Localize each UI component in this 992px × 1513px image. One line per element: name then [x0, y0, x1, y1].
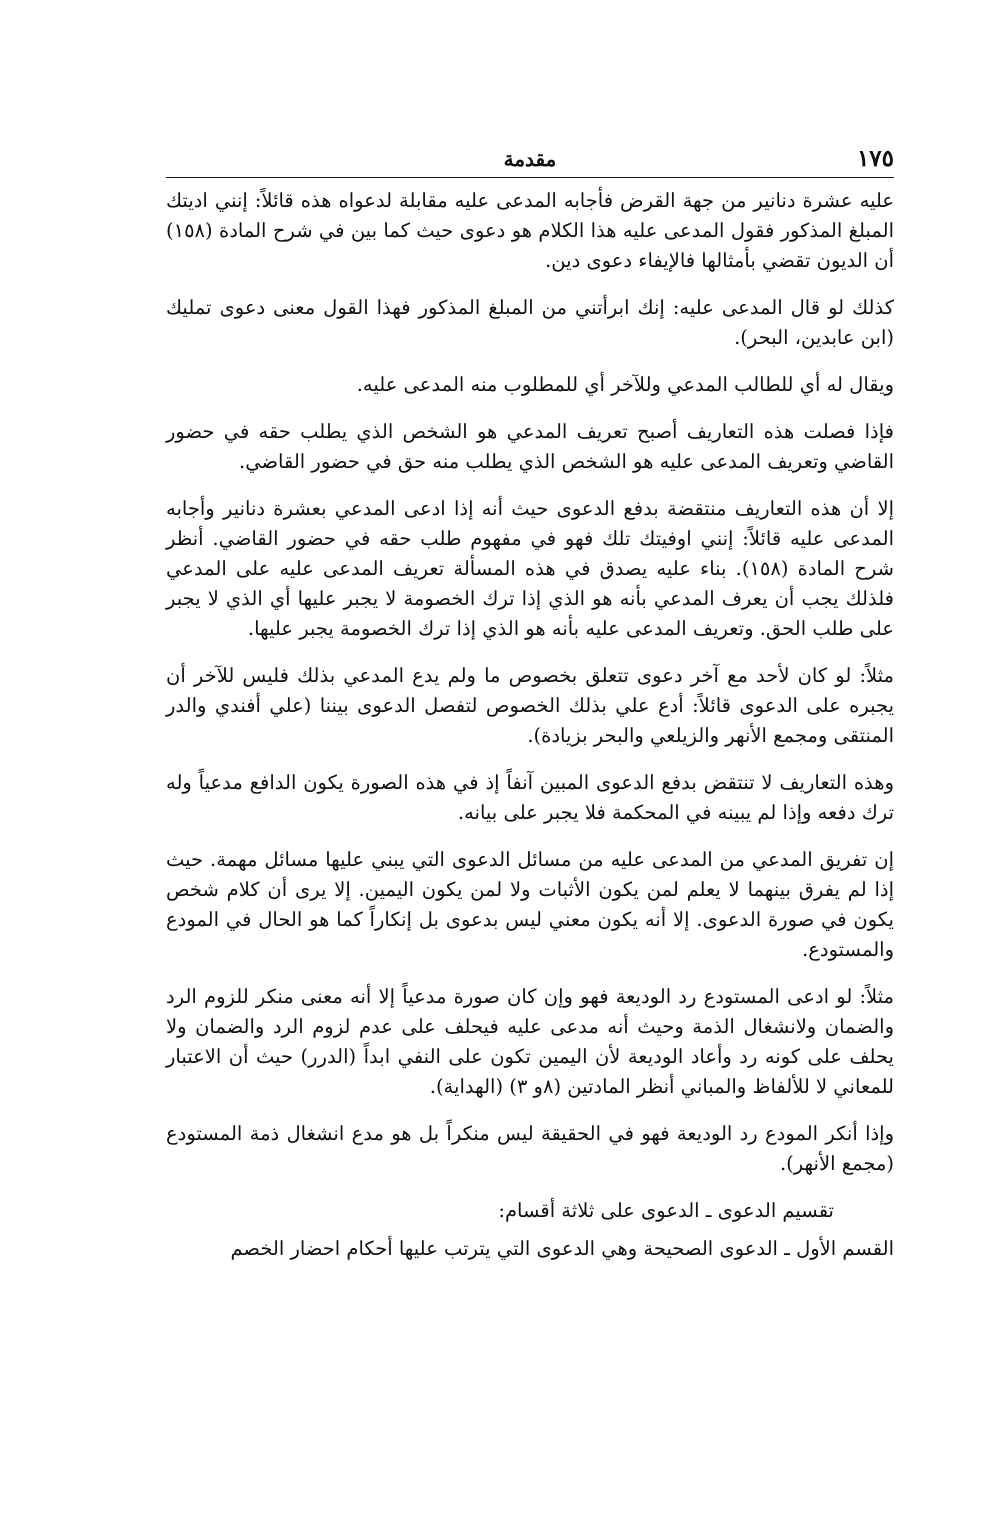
- running-title: مقدمة: [503, 147, 557, 171]
- paragraph: كذلك لو قال المدعى عليه: إنك ابرأتني من المبلغ المذكور فهذا القول معنى دعوى تمليك (ابن عابدين، البحر).: [166, 296, 894, 349]
- paragraph: وهذه التعاريف لا تنتقض بدفع الدعوى المبين آنفاً إذ في هذه الصورة يكون الدافع مدعياً وله ترك دفعه وإذا لم يبينه في المحكمة فلا يجبر على بيانه.: [166, 771, 894, 824]
- paragraph: عليه عشرة دنانير من جهة القرض فأجابه المدعى عليه مقابلة لدعواه هذه قائلاً: إنني اديتك المبلغ المذكور فقول المدعى عليه هذا الكلام هو دعوى حيث كما بين في شرح المادة (١٥٨) أن الديون تقضي بأمثالها فالإيفاء دعوى دين.: [166, 189, 894, 272]
- paragraph: مثلاً: لو كان لأحد مع آخر دعوى تتعلق بخصوص ما ولم يدع المدعي بذلك فليس للآخر أن يجبره على الدعوى قائلاً: أدع علي بذلك الخصوص لتفصل الدعوى بيننا (علي أفندي والدر المنتقى ومجمع الأنهر والزيلعي والبحر بزيادة).: [166, 664, 894, 747]
- paragraph: القسم الأول ـ الدعوى الصحيحة وهي الدعوى التي يترتب عليها أحكام احضار الخصم: [230, 1237, 894, 1260]
- paragraph: إن تفريق المدعي من المدعى عليه من مسائل الدعوى التي يبني عليها مسائل مهمة. حيث إذا لم يفرق بينهما لا يعلم لمن يكون الأثبات ولا لمن يكون اليمين. إلا يرى أن كلام شخص يكون في صورة الدعوى. إلا أنه يكون معني ليس بدعوى بل إنكاراً كما هو الحال في المودع والمستودع.: [166, 848, 894, 961]
- page-number: ١٧٥: [856, 145, 894, 172]
- page-body: [166, 186, 894, 1281]
- paragraph: ويقال له أي للطالب المدعي وللآخر أي للمطلوب منه المدعى عليه.: [356, 373, 894, 396]
- page-header: [166, 141, 894, 177]
- section-heading: تقسيم الدعوى ـ الدعوى على ثلاثة أقسام:: [498, 1199, 834, 1222]
- header-rule: [166, 177, 894, 178]
- paragraph: مثلاً: لو ادعى المستودع رد الوديعة فهو وإن كان صورة مدعياً إلا أنه معنى منكر للزوم الرد والضمان ولانشغال الذمة وحيث أنه مدعى عليه فيحلف على عدم لزوم الرد والضمان ولا يحلف على كونه رد وأعاد الوديعة لأن اليمين تكون على النفي ابداً (الدرر) حيث أن الاعتبار للمعاني لا للألفاظ والمباني أنظر المادتين (٨و ٣) (الهداية).: [166, 985, 894, 1098]
- paragraph: فإذا فصلت هذه التعاريف أصبح تعريف المدعي هو الشخص الذي يطلب حقه في حضور القاضي وتعريف المدعى عليه هو الشخص الذي يطلب منه حق في حضور القاضي.: [166, 420, 894, 473]
- paragraph: وإذا أنكر المودع رد الوديعة فهو في الحقيقة ليس منكراً بل هو مدع انشغال ذمة المستودع (مجمع الأنهر).: [166, 1122, 894, 1175]
- paragraph: إلا أن هذه التعاريف منتقضة بدفع الدعوى حيث أنه إذا ادعى المدعي بعشرة دنانير وأجابه المدعى عليه قائلاً: إنني اوفيتك تلك فهو في مفهوم طلب حقه في حضور القاضي. أنظر شرح المادة (١٥٨). بناء عليه يصدق في هذه المسألة تعريف المدعى عليه على المدعي فلذلك يجب أن يعرف المدعي بأنه هو الذي إذا ترك الخصومة لا يجبر عليها أي الذي لا يجبر على طلب الحق. وتعريف المدعى عليه بأنه هو الذي إذا ترك الخصومة يجبر عليها.: [166, 497, 894, 640]
